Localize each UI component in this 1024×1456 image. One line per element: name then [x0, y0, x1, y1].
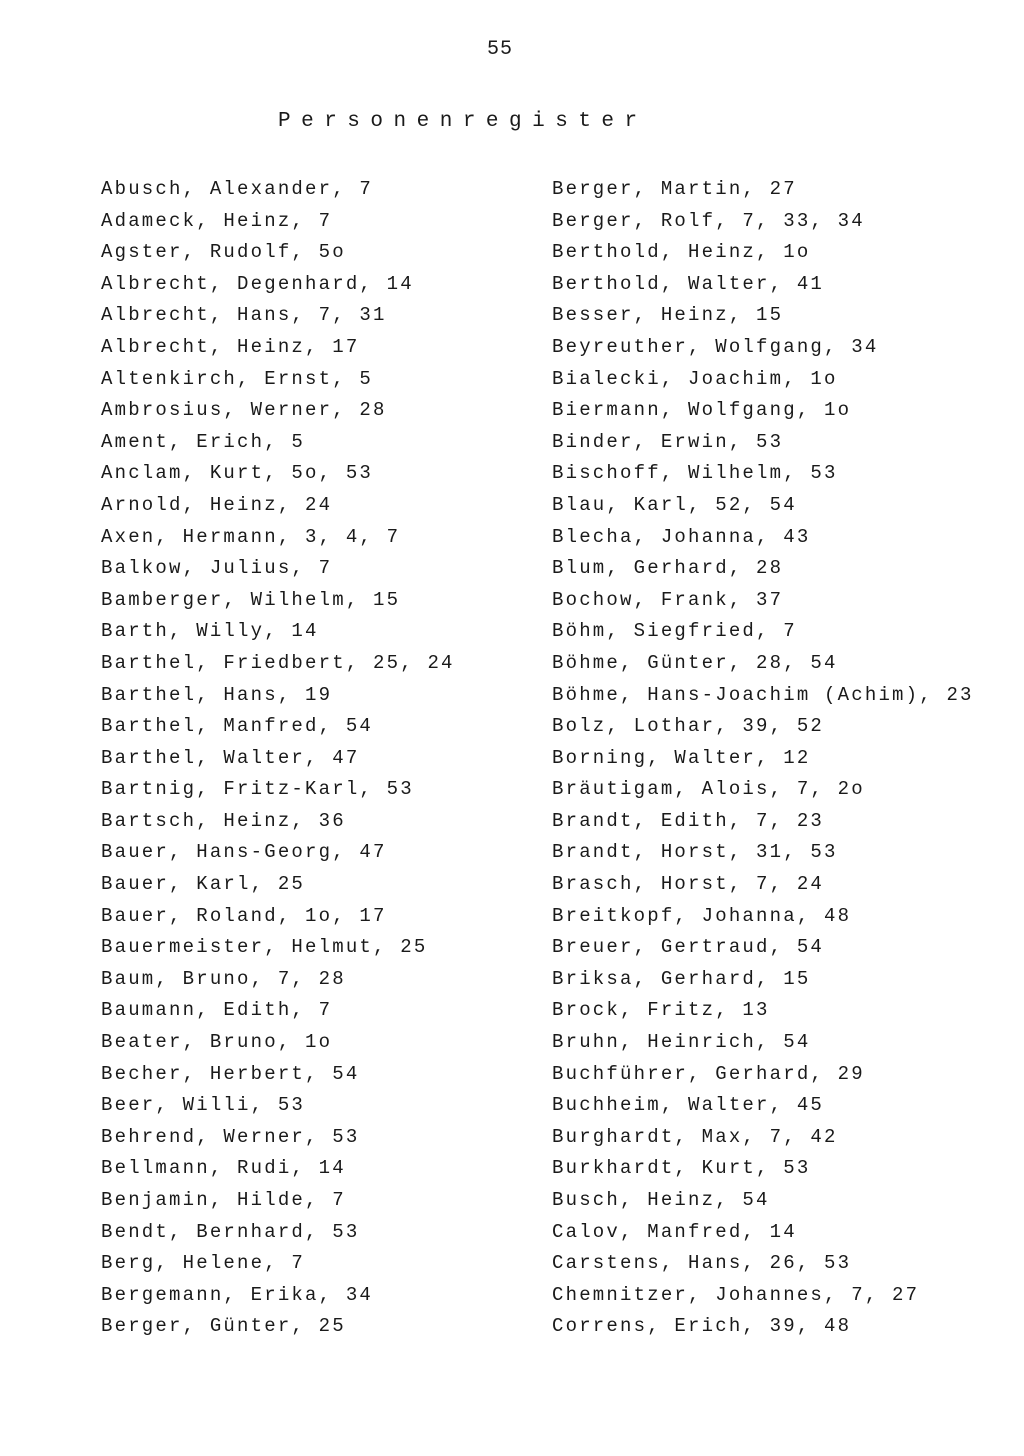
register-entry: Bauer, Karl, 25 — [101, 873, 306, 896]
register-entry: Becher, Herbert, 54 — [101, 1062, 360, 1085]
register-entry: Blum, Gerhard, 28 — [552, 557, 784, 580]
register-column-left — [101, 174, 455, 1343]
register-entry: Buchführer, Gerhard, 29 — [552, 1062, 865, 1085]
register-entry: Bauer, Roland, 1o, 17 — [101, 904, 387, 927]
register-entry: Brandt, Horst, 31, 53 — [552, 841, 838, 864]
register-entry: Bräutigam, Alois, 7, 2o — [552, 778, 865, 801]
register-entry: Abusch, Alexander, 7 — [101, 178, 374, 200]
register-entry: Barthel, Hans, 19 — [101, 683, 333, 706]
register-entry: Carstens, Hans, 26, 53 — [552, 1252, 852, 1275]
register-entry: Brock, Fritz, 13 — [552, 999, 770, 1022]
register-entry: Ament, Erich, 5 — [101, 430, 306, 453]
register-entry: Berger, Rolf, 7, 33, 34 — [552, 209, 865, 232]
register-entry: Axen, Hermann, 3, 4, 7 — [101, 525, 401, 548]
register-entry: Burghardt, Max, 7, 42 — [552, 1125, 838, 1148]
register-entry: Beyreuther, Wolfgang, 34 — [552, 335, 879, 358]
register-entry: Adameck, Heinz, 7 — [101, 209, 333, 232]
register-entry: Bochow, Frank, 37 — [552, 588, 784, 611]
register-entry: Berger, Günter, 25 — [101, 1315, 346, 1338]
register-entry: Busch, Heinz, 54 — [552, 1189, 770, 1211]
register-entry: Chemnitzer, Johannes, 7, 27 — [552, 1283, 920, 1306]
register-entry: Bellmann, Rudi, 14 — [101, 1157, 346, 1180]
register-entry: Böhme, Günter, 28, 54 — [552, 651, 838, 674]
register-entry: Breuer, Gertraud, 54 — [552, 936, 825, 959]
register-entry: Bartnig, Fritz-Karl, 53 — [101, 778, 414, 801]
register-column-right — [552, 174, 974, 1343]
register-entry: Bamberger, Wilhelm, 15 — [101, 588, 401, 611]
register-entry: Biermann, Wolfgang, 1o — [552, 399, 852, 422]
page-number: 55 — [486, 38, 513, 61]
register-entry: Beater, Bruno, 1o — [101, 1031, 333, 1054]
register-entry: Besser, Heinz, 15 — [552, 304, 784, 327]
register-entry: Borning, Walter, 12 — [552, 746, 811, 769]
register-entry: Berg, Helene, 7 — [101, 1252, 306, 1275]
register-entry: Bruhn, Heinrich, 54 — [552, 1031, 811, 1054]
register-entry: Breitkopf, Johanna, 48 — [552, 904, 852, 927]
register-entry: Correns, Erich, 39, 48 — [552, 1315, 852, 1338]
register-entry: Böhme, Hans-Joachim (Achim), 23 — [552, 683, 974, 706]
register-entry: Barthel, Manfred, 54 — [101, 715, 374, 738]
register-entry: Barth, Willy, 14 — [101, 620, 319, 643]
register-entry: Agster, Rudolf, 5o — [101, 241, 346, 264]
register-entry: Bolz, Lothar, 39, 52 — [552, 715, 825, 738]
register-entry: Bendt, Bernhard, 53 — [101, 1220, 360, 1243]
register-entry: Albrecht, Heinz, 17 — [101, 335, 360, 358]
register-entry: Baumann, Edith, 7 — [101, 999, 333, 1022]
register-entry: Balkow, Julius, 7 — [101, 557, 333, 580]
register-entry: Briksa, Gerhard, 15 — [552, 967, 811, 990]
register-entry: Bauermeister, Helmut, 25 — [101, 936, 428, 959]
register-entry: Arnold, Heinz, 24 — [101, 493, 333, 516]
register-entry: Berthold, Walter, 41 — [552, 272, 825, 295]
register-entry: Bischoff, Wilhelm, 53 — [552, 462, 838, 485]
register-entry: Benjamin, Hilde, 7 — [101, 1189, 346, 1211]
register-entry: Brandt, Edith, 7, 23 — [552, 809, 825, 832]
register-entry: Berthold, Heinz, 1o — [552, 241, 811, 264]
register-entry: Calov, Manfred, 14 — [552, 1220, 797, 1243]
register-entry: Berger, Martin, 27 — [552, 178, 797, 200]
register-entry: Bartsch, Heinz, 36 — [101, 809, 346, 832]
register-entry: Buchheim, Walter, 45 — [552, 1094, 825, 1117]
register-entry: Altenkirch, Ernst, 5 — [101, 367, 374, 390]
register-entry: Brasch, Horst, 7, 24 — [552, 873, 825, 896]
register-entry: Bialecki, Joachim, 1o — [552, 367, 838, 390]
register-entry: Blecha, Johanna, 43 — [552, 525, 811, 548]
register-entry: Albrecht, Hans, 7, 31 — [101, 304, 387, 327]
register-entry: Bergemann, Erika, 34 — [101, 1283, 374, 1306]
register-entry: Ambrosius, Werner, 28 — [101, 399, 387, 422]
register-entry: Baum, Bruno, 7, 28 — [101, 967, 346, 990]
register-entry: Bauer, Hans-Georg, 47 — [101, 841, 387, 864]
register-entry: Albrecht, Degenhard, 14 — [101, 272, 414, 295]
register-entry: Anclam, Kurt, 5o, 53 — [101, 462, 374, 485]
register-entry: Barthel, Friedbert, 25, 24 — [101, 651, 455, 674]
register-entry: Blau, Karl, 52, 54 — [552, 493, 797, 516]
page-title: Personenregister — [278, 110, 648, 133]
register-entry: Burkhardt, Kurt, 53 — [552, 1157, 811, 1180]
register-entry: Behrend, Werner, 53 — [101, 1125, 360, 1148]
register-entry: Beer, Willi, 53 — [101, 1094, 306, 1117]
register-entry: Böhm, Siegfried, 7 — [552, 620, 797, 643]
register-entry: Binder, Erwin, 53 — [552, 430, 784, 453]
register-entry: Barthel, Walter, 47 — [101, 746, 360, 769]
